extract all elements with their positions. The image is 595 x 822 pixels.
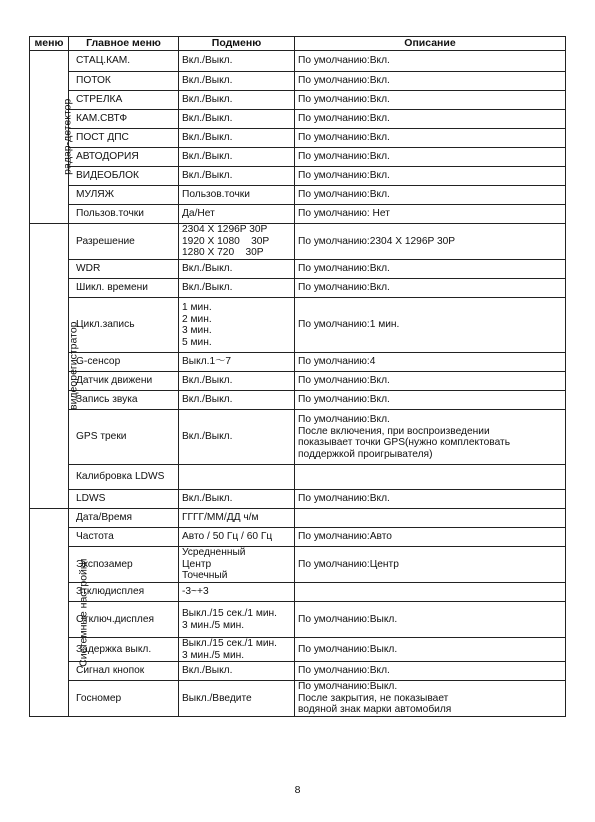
description-line: После включения, при воспроизведении <box>298 425 490 437</box>
main-menu-cell: GPS треки <box>69 410 179 465</box>
main-menu-cell: Отключ.дисплея <box>69 602 179 638</box>
description-cell <box>295 224 566 260</box>
submenu-line: Вкл./Выкл. <box>182 113 233 125</box>
description-cell <box>295 298 566 353</box>
submenu-cell <box>179 298 295 353</box>
description-cell <box>295 129 566 148</box>
description-line: По умолчанию:Вкл. <box>298 665 390 677</box>
submenu-cell <box>179 583 295 602</box>
main-menu-cell: Датчик движени <box>69 372 179 391</box>
submenu-cell <box>179 465 295 490</box>
submenu-line: Вкл./Выкл. <box>182 394 233 406</box>
table-row <box>30 391 566 410</box>
description-cell <box>295 509 566 528</box>
main-menu-cell: WDR <box>69 260 179 279</box>
main-menu-cell: Пользов.точки <box>69 205 179 224</box>
submenu-cell <box>179 167 295 186</box>
submenu-line: Авто / 50 Гц / 60 Гц <box>182 531 273 543</box>
description-line: По умолчанию:Вкл. <box>298 394 390 406</box>
submenu-line: Вкл./Выкл. <box>182 151 233 163</box>
description-cell <box>295 528 566 547</box>
table-row <box>30 528 566 547</box>
submenu-cell <box>179 72 295 91</box>
submenu-cell <box>179 662 295 681</box>
group-radar-detector-cell <box>30 51 74 224</box>
group-label: радар-детектор <box>61 98 74 176</box>
submenu-line: Выкл./15 сек./1 мин. <box>182 638 277 649</box>
submenu-line: 3 мин./5 мин. <box>182 649 245 661</box>
submenu-line: 5 мин. <box>182 336 212 348</box>
submenu-cell <box>179 638 295 662</box>
description-line: По умолчанию:Выкл. <box>298 681 398 693</box>
submenu-line: Вкл./Выкл. <box>182 94 233 106</box>
description-cell <box>295 186 566 205</box>
header-menu: меню <box>30 37 69 51</box>
description-line: По умолчанию:Вкл. <box>298 170 390 182</box>
submenu-cell <box>179 391 295 410</box>
group-label: Системные настройки <box>77 558 90 667</box>
main-menu-cell: Зтклюдисплея <box>69 583 179 602</box>
submenu-cell <box>179 110 295 129</box>
main-menu-cell: Калибровка LDWS <box>69 465 179 490</box>
submenu-cell <box>179 205 295 224</box>
table-header-row <box>30 37 566 51</box>
description-line: По умолчанию:Вкл. <box>298 493 390 505</box>
description-line: По умолчанию:Выкл. <box>298 613 398 625</box>
description-cell <box>295 681 566 717</box>
main-menu-cell: Госномер <box>69 681 179 717</box>
submenu-line: Выкл./15 сек./1 мин. <box>182 608 277 619</box>
submenu-cell <box>179 490 295 509</box>
description-line: По умолчанию:4 <box>298 356 376 368</box>
submenu-line: Вкл./Выкл. <box>182 55 233 67</box>
submenu-line: Вкл./Выкл. <box>182 431 233 443</box>
table-row <box>30 662 566 681</box>
description-line: По умолчанию:2304 X 1296P 30P <box>298 235 456 247</box>
description-cell <box>295 638 566 662</box>
submenu-line: ГГГГ/ММ/ДД ч/м <box>182 512 259 524</box>
table-row <box>30 224 566 260</box>
description-cell <box>295 410 566 465</box>
description-cell <box>295 91 566 110</box>
description-cell <box>295 372 566 391</box>
main-menu-cell: ВИДЕОБЛОК <box>69 167 179 186</box>
description-line: По умолчанию:Вкл. <box>298 132 390 144</box>
description-line: После закрытия, не показывает <box>298 692 449 704</box>
submenu-line: 2 мин. <box>182 313 212 325</box>
description-cell <box>295 167 566 186</box>
description-cell <box>295 72 566 91</box>
submenu-cell <box>179 279 295 298</box>
submenu-line: Центр <box>182 558 212 570</box>
description-cell <box>295 583 566 602</box>
submenu-cell <box>179 353 295 372</box>
submenu-cell <box>179 129 295 148</box>
table-row <box>30 372 566 391</box>
description-line: По умолчанию:Центр <box>298 558 399 570</box>
description-cell <box>295 602 566 638</box>
description-line: По умолчанию:Вкл. <box>298 55 390 67</box>
main-menu-cell: АВТОДОРИЯ <box>69 148 179 167</box>
table-row <box>30 638 566 662</box>
table-row <box>30 465 566 490</box>
submenu-cell <box>179 224 295 260</box>
submenu-cell <box>179 681 295 717</box>
header-submenu: Подменю <box>179 37 295 51</box>
description-cell <box>295 110 566 129</box>
description-line: По умолчанию:1 мин. <box>298 319 400 331</box>
group-label: видеорегистратор <box>67 321 80 411</box>
submenu-cell <box>179 148 295 167</box>
submenu-cell <box>179 509 295 528</box>
submenu-cell <box>179 91 295 110</box>
description-cell <box>295 260 566 279</box>
group-system-settings-cell <box>30 509 90 717</box>
description-cell <box>295 148 566 167</box>
header-description: Описание <box>295 37 566 51</box>
description-line: водяной знак марки автомобиля <box>298 704 452 716</box>
table-row <box>30 681 566 717</box>
table-row <box>30 410 566 465</box>
submenu-cell <box>179 260 295 279</box>
table-row <box>30 91 566 110</box>
table-row <box>30 148 566 167</box>
description-cell <box>295 205 566 224</box>
table-row <box>30 547 566 583</box>
main-menu-cell: ПОСТ ДПС <box>69 129 179 148</box>
submenu-line: Да/Нет <box>182 208 215 220</box>
description-line: По умолчанию:Вкл. <box>298 113 390 125</box>
submenu-line: Точечный <box>182 570 228 582</box>
table-row <box>30 186 566 205</box>
submenu-cell <box>179 51 295 72</box>
submenu-line: Пользов.точки <box>182 189 250 201</box>
submenu-line: 2304 X 1296P 30P <box>182 224 268 236</box>
main-menu-cell: ПОТОК <box>69 72 179 91</box>
description-cell <box>295 279 566 298</box>
description-line: показывает точки GPS(нужно комплектовать <box>298 437 511 448</box>
table-row <box>30 279 566 298</box>
main-menu-cell: G-сенсор <box>69 353 179 372</box>
table-row <box>30 353 566 372</box>
submenu-cell <box>179 528 295 547</box>
header-main-menu: Главное меню <box>69 37 179 51</box>
submenu-line: Выкл./Введите <box>182 692 252 704</box>
submenu-cell <box>179 547 295 583</box>
table-row <box>30 509 566 528</box>
submenu-line: Вкл./Выкл. <box>182 375 233 387</box>
table-row <box>30 72 566 91</box>
table-row <box>30 260 566 279</box>
main-menu-cell: МУЛЯЖ <box>69 186 179 205</box>
description-line: По умолчанию:Вкл. <box>298 414 390 425</box>
description-line: По умолчанию:Вкл. <box>298 75 390 87</box>
submenu-line: 3 мин. <box>182 325 212 336</box>
submenu-line: 3 мин./5 мин. <box>182 619 245 631</box>
table-row <box>30 602 566 638</box>
submenu-cell <box>179 372 295 391</box>
group-video-recorder-cell <box>30 224 80 509</box>
table-row <box>30 583 566 602</box>
main-menu-cell: СТРЕЛКА <box>69 91 179 110</box>
description-cell <box>295 662 566 681</box>
description-line: По умолчанию:Выкл. <box>298 643 398 655</box>
main-menu-cell: Запись звука <box>69 391 179 410</box>
table-row <box>30 490 566 509</box>
submenu-line: Выкл.1～7 <box>182 356 231 368</box>
description-line: По умолчанию:Вкл. <box>298 151 390 163</box>
description-cell <box>295 51 566 72</box>
table-row <box>30 167 566 186</box>
description-line: По умолчанию:Вкл. <box>298 282 390 294</box>
description-line: По умолчанию:Авто <box>298 531 392 543</box>
table-row <box>30 51 566 72</box>
main-menu-cell: Сигнал кнопок <box>69 662 179 681</box>
table-row <box>30 129 566 148</box>
main-menu-cell: СТАЦ.КАМ. <box>69 51 179 72</box>
description-cell <box>295 353 566 372</box>
description-line: По умолчанию:Вкл. <box>298 263 390 275</box>
submenu-line: Вкл./Выкл. <box>182 665 233 677</box>
submenu-line: Вкл./Выкл. <box>182 75 233 87</box>
description-cell <box>295 490 566 509</box>
submenu-line: 1920 X 1080 30P <box>182 235 270 247</box>
main-menu-cell: Разрешение <box>69 224 179 260</box>
main-menu-cell: Дата/Время <box>69 509 179 528</box>
page-number: 8 <box>294 784 301 796</box>
description-line: По умолчанию: Нет <box>298 208 390 220</box>
table-row <box>30 205 566 224</box>
submenu-line: Вкл./Выкл. <box>182 132 233 144</box>
submenu-cell <box>179 410 295 465</box>
table-row <box>30 110 566 129</box>
description-line: По умолчанию:Вкл. <box>298 375 390 387</box>
submenu-line: Усредненный <box>182 547 246 559</box>
description-line: По умолчанию:Вкл. <box>298 189 390 201</box>
submenu-line: Вкл./Выкл. <box>182 493 233 505</box>
main-menu-cell: Шикл. времени <box>69 279 179 298</box>
main-menu-cell: Задержка выкл. <box>69 638 179 662</box>
description-line: По умолчанию:Вкл. <box>298 94 390 106</box>
submenu-line: Вкл./Выкл. <box>182 170 233 182</box>
main-menu-cell: КАМ.СВТФ <box>69 110 179 129</box>
settings-table <box>29 36 566 717</box>
main-menu-cell: Цикл.запись <box>69 298 179 353</box>
submenu-line: 1280 X 720 30P <box>182 247 264 259</box>
submenu-line: Вкл./Выкл. <box>182 263 233 275</box>
main-menu-cell: Частота <box>69 528 179 547</box>
submenu-cell <box>179 186 295 205</box>
table-row <box>30 298 566 353</box>
submenu-line: Вкл./Выкл. <box>182 282 233 294</box>
description-cell <box>295 391 566 410</box>
main-menu-cell: LDWS <box>69 490 179 509</box>
description-cell <box>295 547 566 583</box>
description-line: поддержкой проигрывателя) <box>298 448 433 460</box>
description-cell <box>295 465 566 490</box>
main-menu-cell: Экспозамер <box>69 547 179 583</box>
submenu-line: 1 мин. <box>182 302 212 313</box>
submenu-cell <box>179 602 295 638</box>
submenu-line: -3~+3 <box>182 586 209 598</box>
